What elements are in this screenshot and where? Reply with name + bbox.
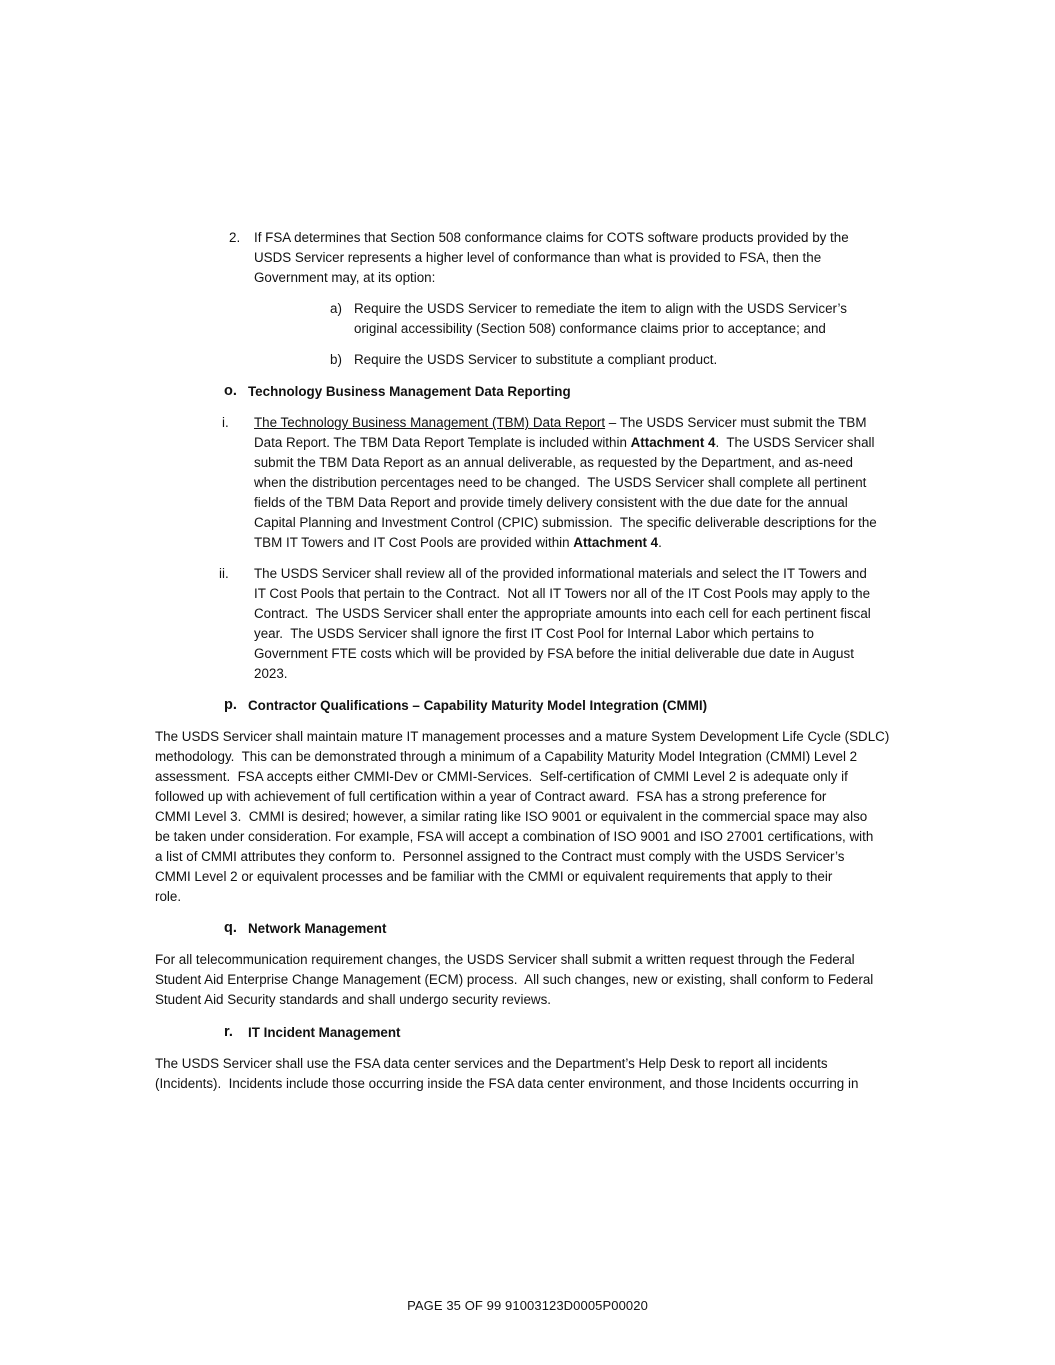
- section-q-line-1: For all telecommunication requirement changes, the USDS Servicer shall submit a written request through the Federal: [155, 952, 855, 967]
- item-i-line-4: when the distribution percentages need to be changed. The USDS Servicer shall complete all pertinent: [254, 475, 867, 490]
- item-ii-line-1: The USDS Servicer shall review all of the provided informational materials and select the IT Towers and: [254, 566, 867, 581]
- item-2-number: 2.: [229, 230, 241, 245]
- sub-b-label: b): [330, 352, 342, 367]
- section-p-line-4: followed up with achievement of full certification within a year of Contract award. FSA has a strong preference for: [155, 789, 827, 804]
- item-i-line-1-rest: – The USDS Servicer must submit the TBM: [605, 415, 867, 430]
- section-p-line-8: CMMI Level 2 or equivalent processes and be familiar with the CMMI or equivalent requirements that apply to their: [155, 869, 833, 884]
- section-p-line-6: be taken under consideration. For example, FSA will accept a combination of ISO 9001 and ISO 27001 certifications, with: [155, 829, 874, 844]
- item-i-line-7: [254, 533, 662, 553]
- section-p-title: Contractor Qualifications – Capability Maturity Model Integration (CMMI): [248, 698, 708, 713]
- tbm-report-link-text: The Technology Business Management (TBM) Data Report: [254, 415, 606, 430]
- sub-a-line-1: Require the USDS Servicer to remediate the item to align with the USDS Servicer’s: [354, 301, 847, 316]
- item-ii-line-6: 2023.: [254, 666, 288, 681]
- sub-a-label: a): [330, 301, 342, 316]
- section-p-line-3: assessment. FSA accepts either CMMI-Dev or CMMI-Services. Self-certification of CMMI Level 2 is adequate only if: [155, 769, 848, 784]
- item-i-line-3: submit the TBM Data Report as an annual deliverable, as requested by the Department, and as-need: [254, 455, 853, 470]
- item-i-line-6: Capital Planning and Investment Control (CPIC) submission. The specific deliverable descriptions for the: [254, 515, 877, 530]
- section-p-line-9: role.: [155, 889, 182, 904]
- section-r-letter: r.: [224, 1024, 233, 1040]
- section-q-line-2: Student Aid Enterprise Change Management (ECM) process. All such changes, new or existing, shall conform to Federal: [155, 972, 874, 987]
- page-footer: PAGE 35 OF 99 91003123D0005P00020: [407, 1298, 648, 1313]
- item-ii-line-2: IT Cost Pools that pertain to the Contract. Not all IT Towers nor all of the IT Cost Pools may apply to the: [254, 586, 871, 601]
- section-p-line-5: CMMI Level 3. CMMI is desired; however, a similar rating like ISO 9001 or equivalent in the commercial space may also: [155, 809, 868, 824]
- item-i-line-1: [254, 413, 867, 433]
- section-r-title: IT Incident Management: [248, 1025, 401, 1040]
- item-i-line-2-pre: Data Report. The TBM Data Report Template is included within: [254, 435, 631, 450]
- section-r-line-2: (Incidents). Incidents include those occurring inside the FSA data center environment, and those Incidents occurring in: [155, 1076, 859, 1091]
- item-i-line-2: [254, 433, 874, 453]
- item-ii-line-3: Contract. The USDS Servicer shall enter the appropriate amounts into each cell for each pertinent fiscal: [254, 606, 871, 621]
- section-q-line-3: Student Aid Security standards and shall undergo security reviews.: [155, 992, 551, 1007]
- section-o-letter: o.: [224, 383, 237, 399]
- section-p-line-7: a list of CMMI attributes they conform to. Personnel assigned to the Contract must comply with the USDS Servicer’s: [155, 849, 845, 864]
- item-2-line-2: USDS Servicer represents a higher level of conformance than what is provided to FSA, then the: [254, 250, 822, 265]
- attachment-4-ref: Attachment 4: [630, 435, 716, 450]
- item-i-line-5: fields of the TBM Data Report and provide timely delivery consistent with the due date for the annual: [254, 495, 848, 510]
- sub-b-line: Require the USDS Servicer to substitute a compliant product.: [354, 352, 718, 367]
- section-o-title: Technology Business Management Data Reporting: [248, 384, 571, 399]
- section-p-letter: p.: [224, 697, 237, 713]
- item-2-line-1: If FSA determines that Section 508 conformance claims for COTS software products provided by the: [254, 230, 849, 245]
- item-i-line-2-post: . The USDS Servicer shall: [715, 435, 875, 450]
- item-ii-line-5: Government FTE costs which will be provided by FSA before the initial deliverable due date in August: [254, 646, 854, 661]
- item-2-line-3: Government may, at its option:: [254, 270, 436, 285]
- item-i-line-7-pre: TBM IT Towers and IT Cost Pools are provided within: [254, 535, 574, 550]
- section-q-letter: q.: [224, 920, 237, 936]
- attachment-4-ref-2: Attachment 4: [573, 535, 659, 550]
- item-ii-number: ii.: [219, 566, 229, 581]
- section-p-line-1: The USDS Servicer shall maintain mature IT management processes and a mature System Development Life Cycle (SDLC): [155, 729, 890, 744]
- item-ii-line-4: year. The USDS Servicer shall ignore the first IT Cost Pool for Internal Labor which pertains to: [254, 626, 814, 641]
- section-r-line-1: The USDS Servicer shall use the FSA data center services and the Department’s Help Desk to report all incidents: [155, 1056, 828, 1071]
- item-i-line-7-post: .: [658, 535, 662, 550]
- section-p-line-2: methodology. This can be demonstrated through a minimum of a Capability Maturity Model Integration (CMMI) Level 2: [155, 749, 858, 764]
- section-q-title: Network Management: [248, 921, 387, 936]
- sub-a-line-2: original accessibility (Section 508) conformance claims prior to acceptance; and: [354, 321, 826, 336]
- item-i-number: i.: [222, 415, 229, 430]
